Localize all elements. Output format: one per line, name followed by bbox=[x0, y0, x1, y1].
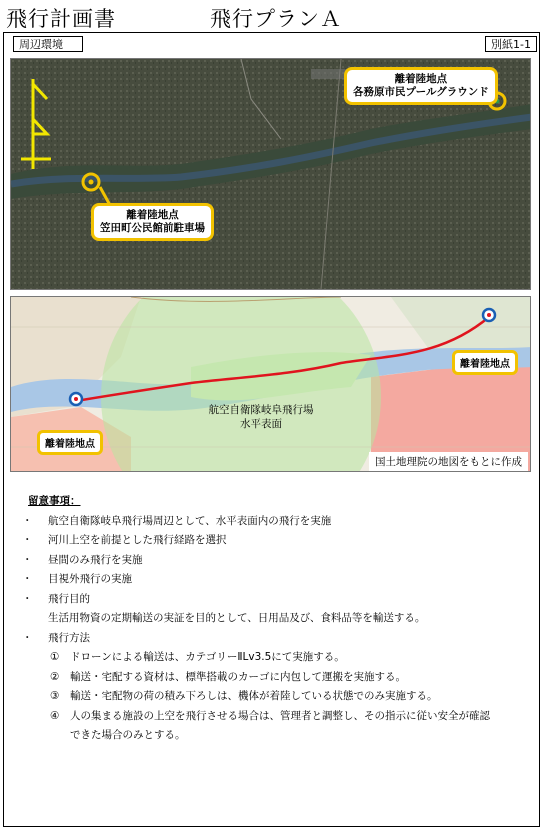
annex-tag: 別紙1-1 bbox=[485, 36, 537, 52]
method-item bbox=[22, 648, 522, 668]
topographic-map bbox=[10, 296, 531, 472]
callout-label: 離着陸地点 bbox=[126, 209, 179, 221]
method-item bbox=[22, 668, 522, 688]
method-text: 人の集まる施設の上空を飛行させる場合は、管理者と調整し、その指示に従い安全が確認 bbox=[70, 709, 490, 722]
note-item: ・ 昼間のみ飛行を実施 bbox=[22, 551, 522, 571]
zone-label bbox=[206, 403, 316, 431]
note-item: ・ 飛行目的 bbox=[22, 590, 522, 610]
zone-label-line2: 水平表面 bbox=[240, 418, 282, 430]
note-item: ・ 航空自衛隊岐阜飛行場周辺として、水平表面内の飛行を実施 bbox=[22, 512, 522, 532]
plan-title: 飛行プランＡ bbox=[210, 7, 342, 31]
callout-pool-site bbox=[344, 67, 498, 105]
method-text: 輸送・宅配物の荷の積み下ろしは、機体が着陸している状態でのみ実施する。 bbox=[70, 690, 438, 702]
method-item bbox=[22, 707, 522, 727]
note-item: ・ 目視外飛行の実施 bbox=[22, 570, 522, 590]
marker-label-left: 離着陸地点 bbox=[37, 430, 103, 455]
document-title: 飛行計画書 bbox=[6, 7, 116, 31]
note-item: ・ 河川上空を前提とした飛行経路を選択 bbox=[22, 531, 522, 551]
method-number: ③ bbox=[50, 690, 60, 702]
map-credit: 国土地理院の地図をもとに作成 bbox=[369, 452, 528, 471]
method-text: ドローンによる輸送は、カテゴリーⅡLv3.5にて実施する。 bbox=[70, 651, 345, 663]
purpose-text: 生活用物資の定期輸送の実証を目的として、日用品及び、食料品等を輸送する。 bbox=[48, 612, 426, 624]
section-tag: 周辺環境 bbox=[13, 36, 83, 52]
method-text: 輸送・宅配する資材は、標準搭載のカーゴに内包して運搬を実施する。 bbox=[70, 670, 406, 683]
notes-section bbox=[22, 492, 522, 746]
method-item bbox=[22, 687, 522, 707]
method-number: ④ bbox=[50, 709, 60, 722]
marker-label-right: 離着陸地点 bbox=[452, 350, 518, 375]
zone-label-line1: 航空自衛隊岐阜飛行場 bbox=[208, 404, 314, 416]
method-title: ・ 飛行方法 bbox=[22, 629, 522, 649]
method-item-continued: できた場合のみとする。 bbox=[70, 729, 186, 741]
callout-name: 各務原市民プールグラウンド bbox=[353, 86, 489, 98]
satellite-map bbox=[10, 58, 531, 290]
method-number: ① bbox=[50, 651, 60, 663]
callout-name: 笠田町公民館前駐車場 bbox=[100, 222, 205, 234]
method-number: ② bbox=[50, 670, 60, 683]
callout-label: 離着陸地点 bbox=[394, 73, 448, 85]
notes-title: 留意事項： bbox=[28, 495, 81, 507]
callout-community-site bbox=[91, 203, 214, 241]
